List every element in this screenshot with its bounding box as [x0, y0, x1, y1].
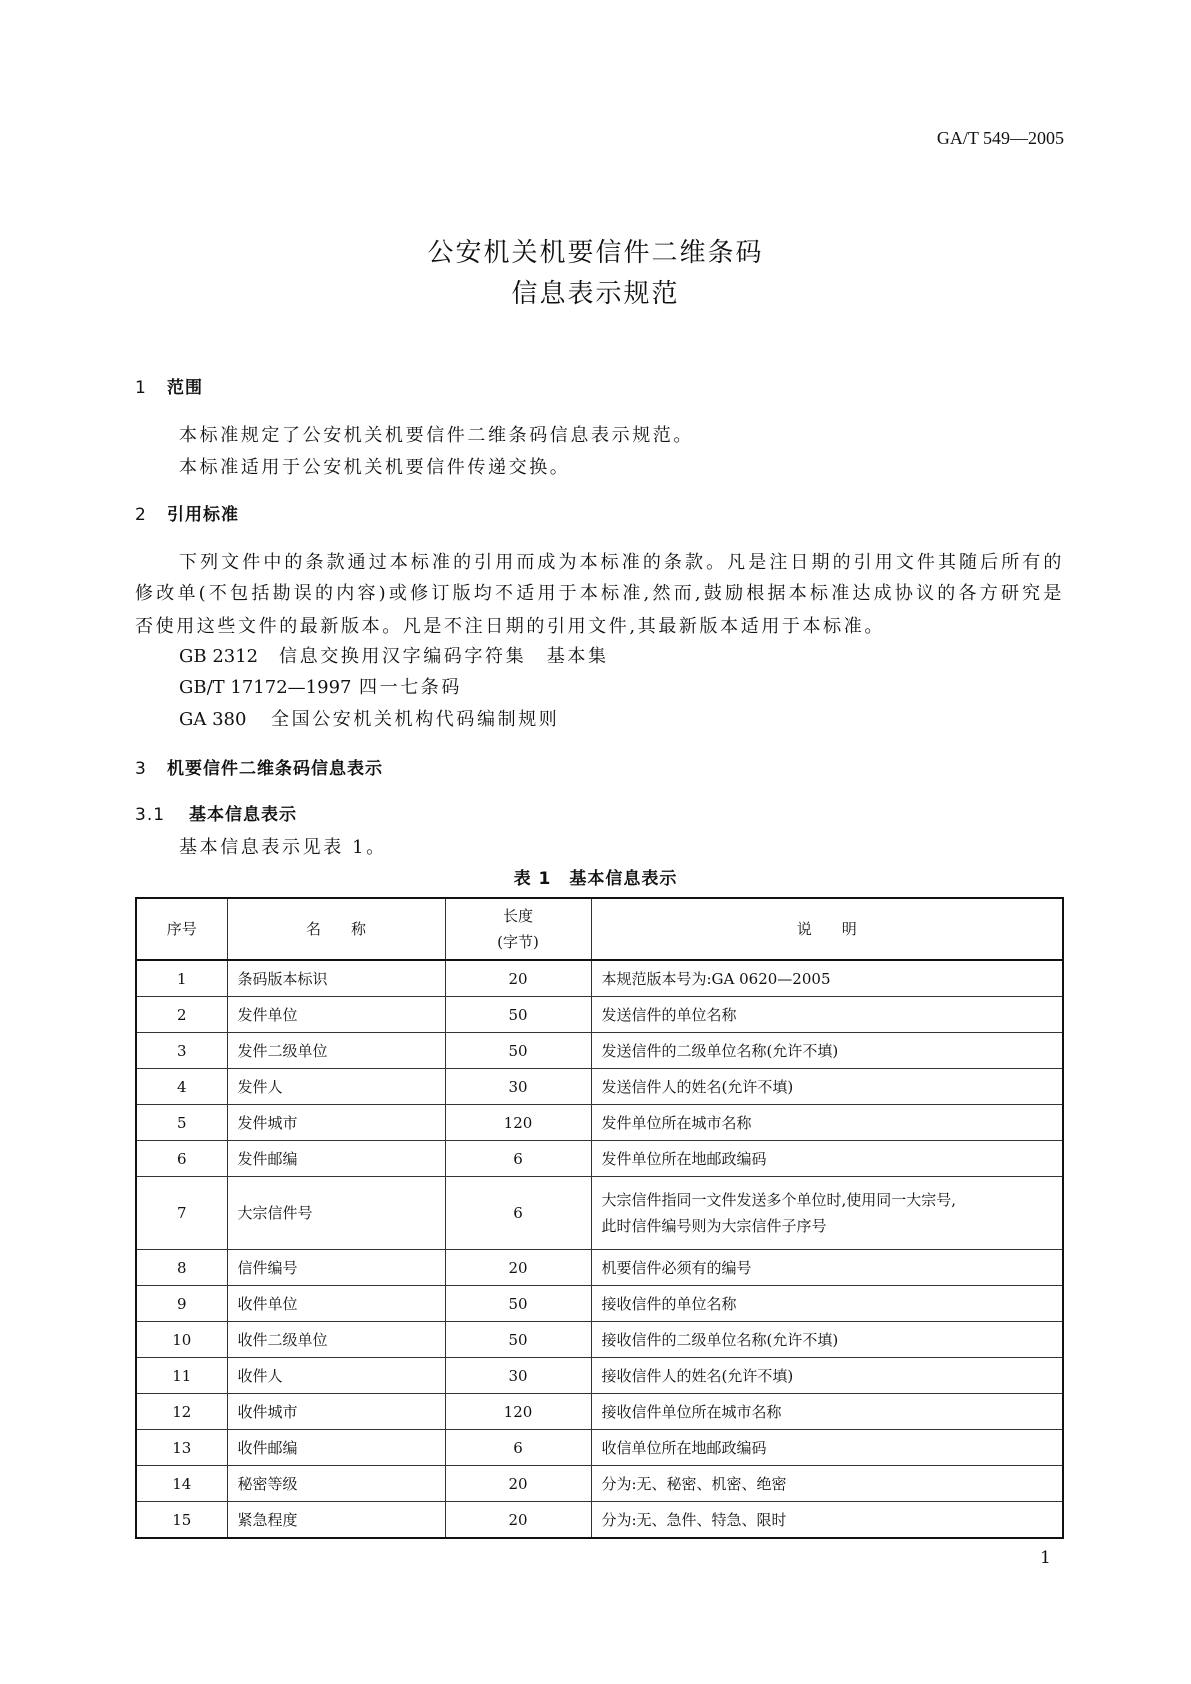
reference-title: 信息交换用汉字编码字符集 基本集: [279, 646, 609, 667]
table-row: [136, 1502, 1063, 1539]
row-seq: 10: [136, 1322, 227, 1358]
reference-title: 四一七条码: [359, 677, 462, 698]
row-length: 50: [445, 1322, 591, 1358]
paragraph: 本标准规定了公安机关机要信件二维条码信息表示规范。: [179, 425, 694, 446]
paragraph-line: 否使用这些文件的最新版本。凡是不注日期的引用文件,其最新版本适用于本标准。: [135, 616, 885, 637]
row-description: [591, 1394, 1063, 1430]
row-name: 发件二级单位: [227, 1033, 445, 1069]
row-length: 6: [445, 1177, 591, 1250]
table-row: [136, 1466, 1063, 1502]
table-row: [136, 1394, 1063, 1430]
table-row: [136, 1322, 1063, 1358]
row-seq: 1: [136, 960, 227, 997]
table-row: [136, 1033, 1063, 1069]
row-name: 收件二级单位: [227, 1322, 445, 1358]
section-title: 基本信息表示: [189, 805, 297, 825]
row-length: 20: [445, 1502, 591, 1539]
reference-item: [179, 642, 609, 668]
section-number: 3: [135, 759, 147, 779]
document-title-line2: 信息表示规范: [511, 279, 680, 309]
header-length-unit: (字节): [497, 933, 539, 951]
table-row: [136, 1105, 1063, 1141]
description-line: 此时信件编号则为大宗信件子序号: [601, 1217, 827, 1235]
reference-code: GB/T 17172—1997: [179, 677, 352, 698]
row-name: 收件人: [227, 1358, 445, 1394]
row-name: 秘密等级: [227, 1466, 445, 1502]
row-seq: 11: [136, 1358, 227, 1394]
row-name: 紧急程度: [227, 1502, 445, 1539]
row-length: 6: [445, 1141, 591, 1177]
table-row: [136, 1286, 1063, 1322]
section-number: 2: [135, 505, 147, 525]
description-line: 发送信件的单位名称: [601, 1006, 737, 1024]
page-number: 1: [1040, 1548, 1051, 1568]
row-name: 大宗信件号: [227, 1177, 445, 1250]
row-name: 收件单位: [227, 1286, 445, 1322]
description-line: 分为:无、急件、特急、限时: [601, 1511, 787, 1529]
table-row: [136, 1069, 1063, 1105]
row-description: [591, 1502, 1063, 1539]
row-description: [591, 1286, 1063, 1322]
row-length: 50: [445, 997, 591, 1033]
row-name: 发件城市: [227, 1105, 445, 1141]
section-title: 范围: [167, 378, 203, 398]
description-line: 本规范版本号为:GA 0620—2005: [601, 970, 831, 988]
row-seq: 13: [136, 1430, 227, 1466]
row-name: 发件人: [227, 1069, 445, 1105]
row-description: [591, 1358, 1063, 1394]
row-name: 收件邮编: [227, 1430, 445, 1466]
header-length-label: 长度: [502, 907, 533, 925]
row-seq: 9: [136, 1286, 227, 1322]
table-row: [136, 1141, 1063, 1177]
basic-info-table: [135, 897, 1064, 1539]
standard-code: GA/T 549—2005: [936, 128, 1064, 148]
row-seq: 5: [136, 1105, 227, 1141]
reference-code: GA 380: [179, 709, 247, 730]
section-number: 1: [135, 378, 147, 398]
row-length: 6: [445, 1430, 591, 1466]
description-line: 发送信件人的姓名(允许不填): [601, 1078, 794, 1096]
row-description: [591, 1105, 1063, 1141]
paragraph: 本标准适用于公安机关机要信件传递交换。: [179, 457, 571, 478]
reference-item: [179, 705, 559, 731]
row-seq: 6: [136, 1141, 227, 1177]
row-name: 信件编号: [227, 1250, 445, 1286]
document-title-line1: 公安机关机要信件二维条码: [427, 238, 764, 268]
description-line: 机要信件必须有的编号: [601, 1259, 752, 1277]
reference-item: [179, 673, 462, 699]
row-description: [591, 1322, 1063, 1358]
description-line: 发送信件的二级单位名称(允许不填): [601, 1042, 839, 1060]
row-length: 20: [445, 960, 591, 997]
row-length: 20: [445, 1250, 591, 1286]
table-caption: 表 1 基本信息表示: [513, 869, 678, 889]
row-seq: 7: [136, 1177, 227, 1250]
row-seq: 12: [136, 1394, 227, 1430]
row-length: 30: [445, 1069, 591, 1105]
section-number: 3.1: [135, 805, 166, 825]
table-header-row: [136, 898, 1063, 960]
section-3-heading: [135, 754, 383, 779]
reference-title: 全国公安机关机构代码编制规则: [271, 709, 560, 730]
section-title: 引用标准: [167, 505, 239, 525]
table-row: [136, 960, 1063, 997]
paragraph-line: 下列文件中的条款通过本标准的引用而成为本标准的条款。凡是注日期的引用文件其随后所有的: [179, 552, 1064, 573]
row-seq: 8: [136, 1250, 227, 1286]
row-description: [591, 1141, 1063, 1177]
description-line: 收信单位所在地邮政编码: [601, 1439, 767, 1457]
header-length: [445, 898, 591, 960]
header-description: 说 明: [591, 898, 1063, 960]
row-length: 20: [445, 1466, 591, 1502]
row-name: 条码版本标识: [227, 960, 445, 997]
row-description: [591, 1177, 1063, 1250]
section-2-heading: [135, 500, 239, 525]
section-3-1-heading: [135, 800, 297, 825]
row-length: 120: [445, 1394, 591, 1430]
row-seq: 2: [136, 997, 227, 1033]
row-description: [591, 1250, 1063, 1286]
paragraph-line: 修改单(不包括勘误的内容)或修订版均不适用于本标准,然而,鼓励根据本标准达成协议的各方研究是: [135, 583, 1064, 604]
description-line: 接收信件单位所在城市名称: [601, 1403, 782, 1421]
table-row: [136, 997, 1063, 1033]
reference-code: GB 2312: [179, 646, 259, 667]
table-row: [136, 1358, 1063, 1394]
row-name: 发件邮编: [227, 1141, 445, 1177]
paragraph: 基本信息表示见表 1。: [179, 837, 387, 858]
row-seq: 4: [136, 1069, 227, 1105]
description-line: 分为:无、秘密、机密、绝密: [601, 1475, 787, 1493]
row-description: [591, 997, 1063, 1033]
table-row: [136, 1177, 1063, 1250]
row-description: [591, 1069, 1063, 1105]
row-description: [591, 1033, 1063, 1069]
table-row: [136, 1250, 1063, 1286]
description-line: 接收信件人的姓名(允许不填): [601, 1367, 794, 1385]
row-seq: 14: [136, 1466, 227, 1502]
description-line: 接收信件的单位名称: [601, 1295, 737, 1313]
row-name: 发件单位: [227, 997, 445, 1033]
description-line: 发件单位所在地邮政编码: [601, 1150, 767, 1168]
row-name: 收件城市: [227, 1394, 445, 1430]
header-seq: 序号: [136, 898, 227, 960]
row-description: [591, 1430, 1063, 1466]
row-description: [591, 960, 1063, 997]
section-1-heading: [135, 373, 203, 398]
description-line: 接收信件的二级单位名称(允许不填): [601, 1331, 839, 1349]
row-seq: 3: [136, 1033, 227, 1069]
header-name: 名 称: [227, 898, 445, 960]
description-line: 大宗信件指同一文件发送多个单位时,使用同一大宗号,: [601, 1191, 957, 1209]
row-description: [591, 1466, 1063, 1502]
description-line: 发件单位所在城市名称: [601, 1114, 752, 1132]
row-length: 120: [445, 1105, 591, 1141]
table-row: [136, 1430, 1063, 1466]
row-seq: 15: [136, 1502, 227, 1539]
row-length: 50: [445, 1033, 591, 1069]
row-length: 30: [445, 1358, 591, 1394]
section-title: 机要信件二维条码信息表示: [167, 759, 383, 779]
row-length: 50: [445, 1286, 591, 1322]
